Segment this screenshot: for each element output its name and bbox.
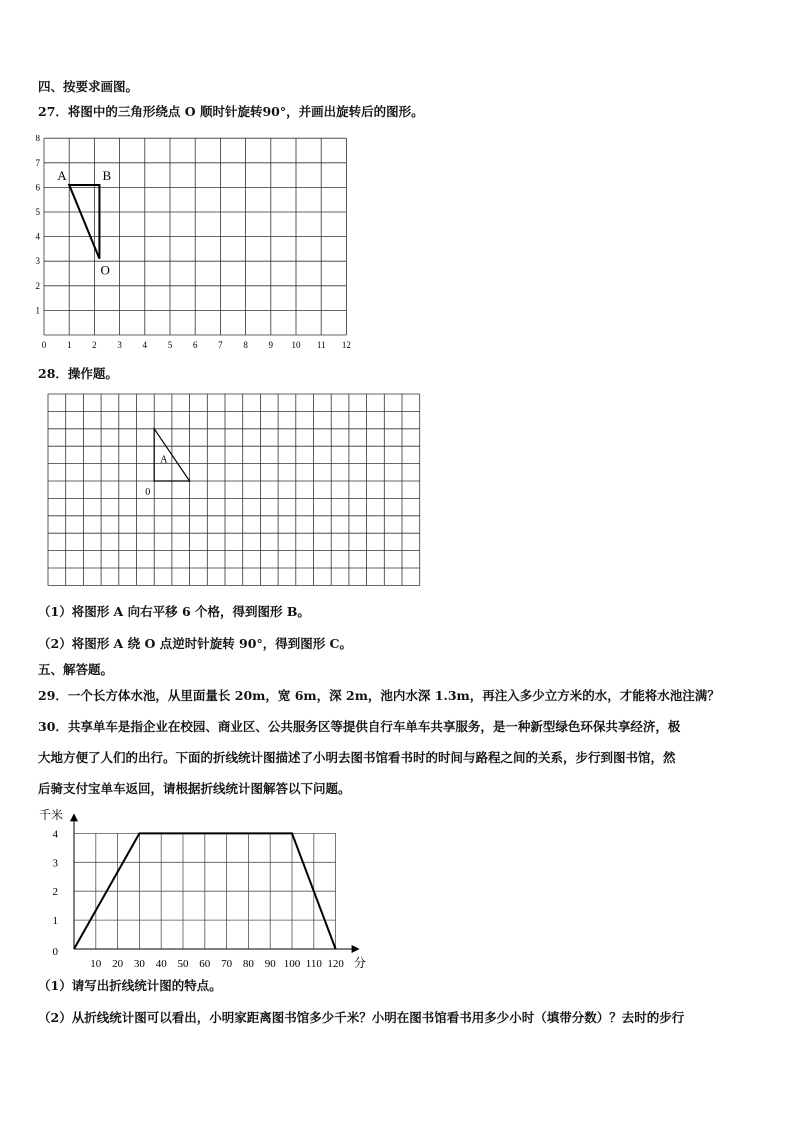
y-tick-label: 3 <box>35 256 40 267</box>
y-tick-label: 4 <box>52 828 58 841</box>
y-tick-label: 7 <box>35 157 40 168</box>
x-tick-label: 7 <box>218 340 223 350</box>
question-28-sub2: （2）将图形 A 绕 O 点逆时针旋转 90°，得到图形 C。 <box>38 636 352 651</box>
x-tick-label: 0 <box>41 340 47 350</box>
x-tick-label: 60 <box>199 958 211 970</box>
x-axis-arrow <box>352 945 360 953</box>
x-tick-label: 11 <box>316 340 326 350</box>
question-30-sub2: （2）从折线统计图可以看出，小明家距离图书馆多少千米？小明在图书馆看书用多少小时（填带分数）？去时的步行 <box>38 1010 685 1025</box>
x-tick-label: 10 <box>291 340 301 350</box>
section-5-title: 五、解答题。 <box>38 662 114 677</box>
x-tick-label: 1 <box>66 340 72 350</box>
point-label-o: O <box>100 262 110 278</box>
x-tick-label: 3 <box>117 340 122 350</box>
question-27-text: 27．将图中的三角形绕点 O 顺时针旋转90°，并画出旋转后的图形。 <box>38 104 424 119</box>
question-28-text: 28．操作题。 <box>38 366 118 381</box>
chart-xlabel: 分 <box>354 956 367 970</box>
x-tick-label: 9 <box>268 340 274 350</box>
x-tick-label: 70 <box>221 958 233 970</box>
q27-grid-figure <box>30 135 365 355</box>
question-30-line1: 30．共享单车是指企业在校园、商业区、公共服务区等提供自行车单车共享服务，是一种新型绿色环保共享经济，极 <box>38 719 681 734</box>
x-tick-label: 30 <box>133 958 145 970</box>
q28-grid-figure <box>44 390 426 590</box>
y-tick-label: 1 <box>35 305 40 316</box>
x-tick-label: 2 <box>92 340 97 350</box>
x-tick-label: 4 <box>142 340 148 350</box>
question-30-line3: 后骑支付宝单车返回，请根据折线统计图解答以下问题。 <box>38 781 351 796</box>
y-tick-label: 1 <box>52 915 58 928</box>
point-label-a: A <box>57 167 67 183</box>
triangle-abo <box>69 185 99 259</box>
x-tick-label: 12 <box>341 340 351 350</box>
x-tick-label: 90 <box>264 958 276 970</box>
x-tick-label: 40 <box>155 958 167 970</box>
question-30-line2: 大地方便了人们的出行。下面的折线统计图描述了小明去图书馆看书时的时间与路程之间的关系，步行到图书馆，然 <box>38 750 676 765</box>
section-4-title: 四、按要求画图。 <box>38 79 139 94</box>
x-tick-label: 8 <box>243 340 248 350</box>
figure-label-a: A <box>160 454 168 466</box>
y-axis-arrow <box>70 813 78 821</box>
x-tick-label: 6 <box>192 340 198 350</box>
y-tick-label: 5 <box>35 207 40 217</box>
y-tick-label: 2 <box>52 886 58 899</box>
point-label-b: B <box>102 167 112 183</box>
y-tick-label: 3 <box>52 857 58 870</box>
x-tick-label: 80 <box>242 958 254 970</box>
y-tick-label: 8 <box>35 135 40 144</box>
x-tick-label: 100 <box>283 958 301 970</box>
x-tick-label: 10 <box>90 958 102 970</box>
question-28-sub1: （1）将图形 A 向右平移 6 个格，得到图形 B。 <box>38 604 310 619</box>
x-tick-label: 5 <box>167 340 173 350</box>
x-tick-label: 110 <box>305 958 322 970</box>
y-tick-label: 4 <box>35 231 40 242</box>
question-30-sub1: （1）请写出折线统计图的特点。 <box>38 978 222 993</box>
x-tick-label: 120 <box>327 958 344 970</box>
question-29-text: 29．一个长方体水池，从里面量长 20m，宽 6m，深 2m，池内水深 1.3m，再注入多少立方米的水，才能将水池注满？ <box>38 688 720 703</box>
x-tick-label: 50 <box>177 958 189 970</box>
x-tick-label: 20 <box>112 958 124 970</box>
y-tick-label: 6 <box>35 182 40 193</box>
y-tick-label: 0 <box>52 946 58 958</box>
y-tick-label: 2 <box>35 280 40 291</box>
chart-ylabel: 千米 <box>39 808 64 822</box>
point-label-o: 0 <box>145 487 151 498</box>
q30-line-chart <box>36 805 376 975</box>
